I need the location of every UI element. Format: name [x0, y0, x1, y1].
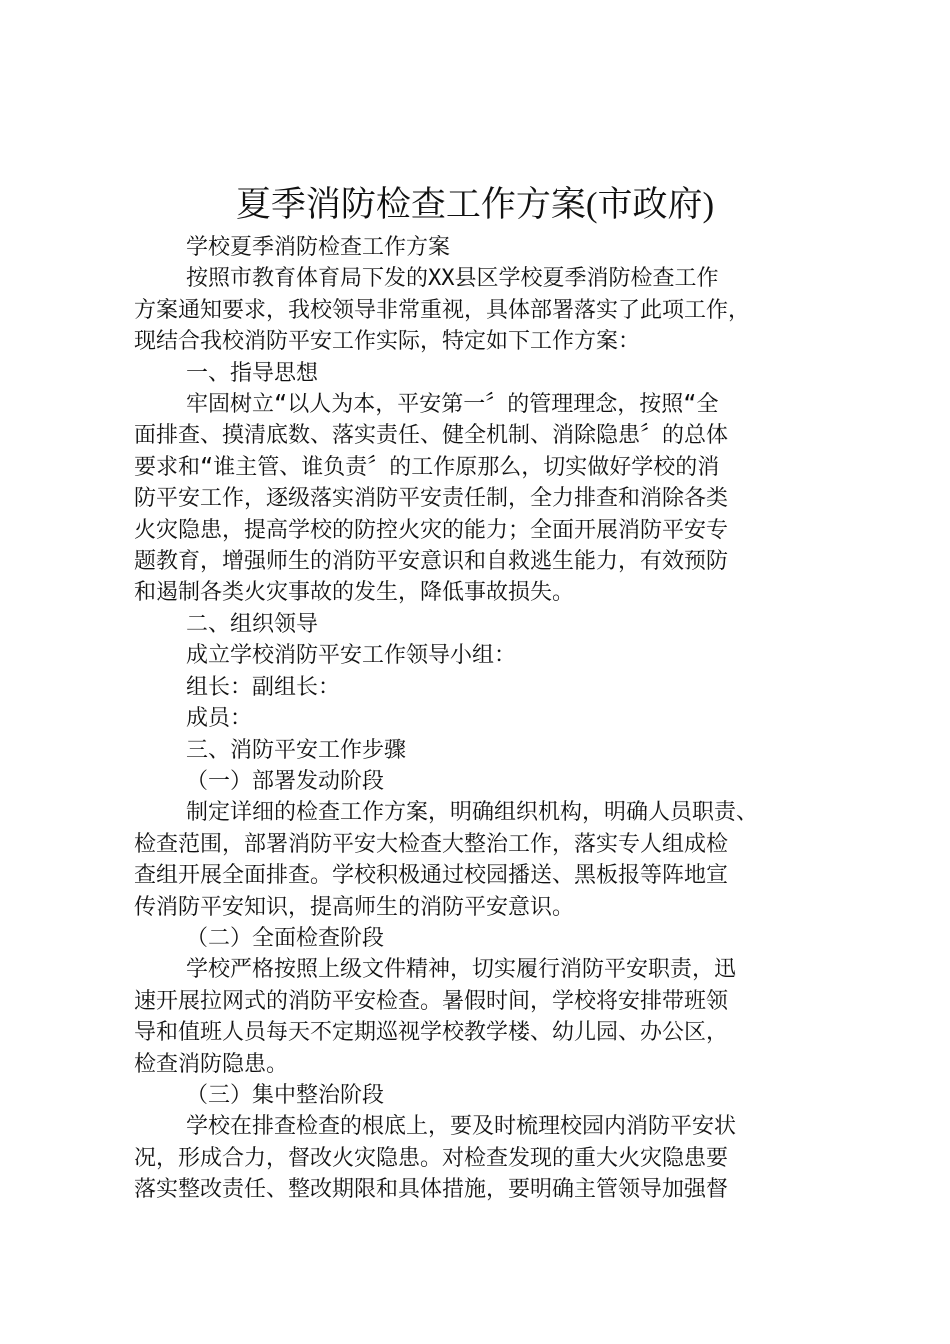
document-title: 夏季消防检查工作方案(市政府): [235, 185, 715, 224]
body-line: 学校在排查检查的根底上，要及时梳理校园内消防平安状: [186, 1114, 737, 1140]
body-line: 导和值班人员每天不定期巡视学校教学楼、幼儿园、办公区，: [134, 1020, 729, 1046]
body-line: 要求和“谁主管、谁负责〞的工作原那么，切实做好学校的消: [134, 454, 720, 480]
body-line: 面排查、摸清底数、落实责任、健全机制、消除隐患〞的总体: [134, 423, 729, 449]
body-line: 制定详细的检查工作方案，明确组织机构，明确人员职责、: [186, 800, 759, 826]
body-line: 查组开展全面排查。学校积极通过校园播送、黑板报等阵地宣: [134, 863, 729, 889]
body-line: 学校严格按照上级文件精神，切实履行消防平安职责，迅: [186, 957, 737, 983]
body-line: 学校夏季消防检查工作方案: [186, 235, 451, 260]
body-line: 成立学校消防平安工作领导小组：: [186, 643, 517, 669]
body-line: 速开展拉网式的消防平安检查。暑假时间，学校将安排带班领: [134, 988, 729, 1014]
section-heading: 二、组织领导: [186, 611, 319, 637]
body-line: 现结合我校消防平安工作实际，特定如下工作方案：: [134, 329, 641, 355]
body-line: 传消防平安知识，提高师生的消防平安意识。: [134, 894, 575, 920]
body-line: 检查消防隐患。: [134, 1051, 289, 1077]
body-line: 检查范围，部署消防平安大检查大整治工作，落实专人组成检: [134, 831, 729, 857]
subsection-heading: （三）集中整治阶段: [186, 1082, 385, 1108]
subsection-heading: （一）部署发动阶段: [186, 768, 385, 794]
body-line: 防平安工作，逐级落实消防平安责任制，全力排查和消除各类: [134, 486, 729, 512]
body-line: 落实整改责任、整改期限和具体措施，要明确主管领导加强督: [134, 1177, 729, 1203]
body-line: 火灾隐患，提高学校的防控火灾的能力；全面开展消防平安专: [134, 517, 729, 543]
document-body: [134, 232, 834, 1206]
section-heading: 一、指导思想: [186, 360, 319, 386]
body-line: 按照市教育体育局下发的XX县区学校夏季消防检查工作: [186, 266, 719, 292]
body-line: 况，形成合力，督改火灾隐患。对检查发现的重大火灾隐患要: [134, 1145, 729, 1171]
section-heading: 三、消防平安工作步骤: [186, 737, 407, 763]
body-line: 牢固树立“以人为本，平安第一〞的管理理念，按照“全: [186, 392, 719, 418]
body-line: 成员：: [186, 706, 253, 732]
subsection-heading: （二）全面检查阶段: [186, 925, 385, 951]
body-line: 方案通知要求，我校领导非常重视，具体部署落实了此项工作，: [134, 297, 751, 323]
body-line: 和遏制各类火灾事故的发生，降低事故损失。: [134, 580, 575, 606]
body-line: 组长：副组长：: [186, 674, 341, 700]
body-line: 题教育，增强师生的消防平安意识和自救逃生能力，有效预防: [134, 549, 729, 575]
